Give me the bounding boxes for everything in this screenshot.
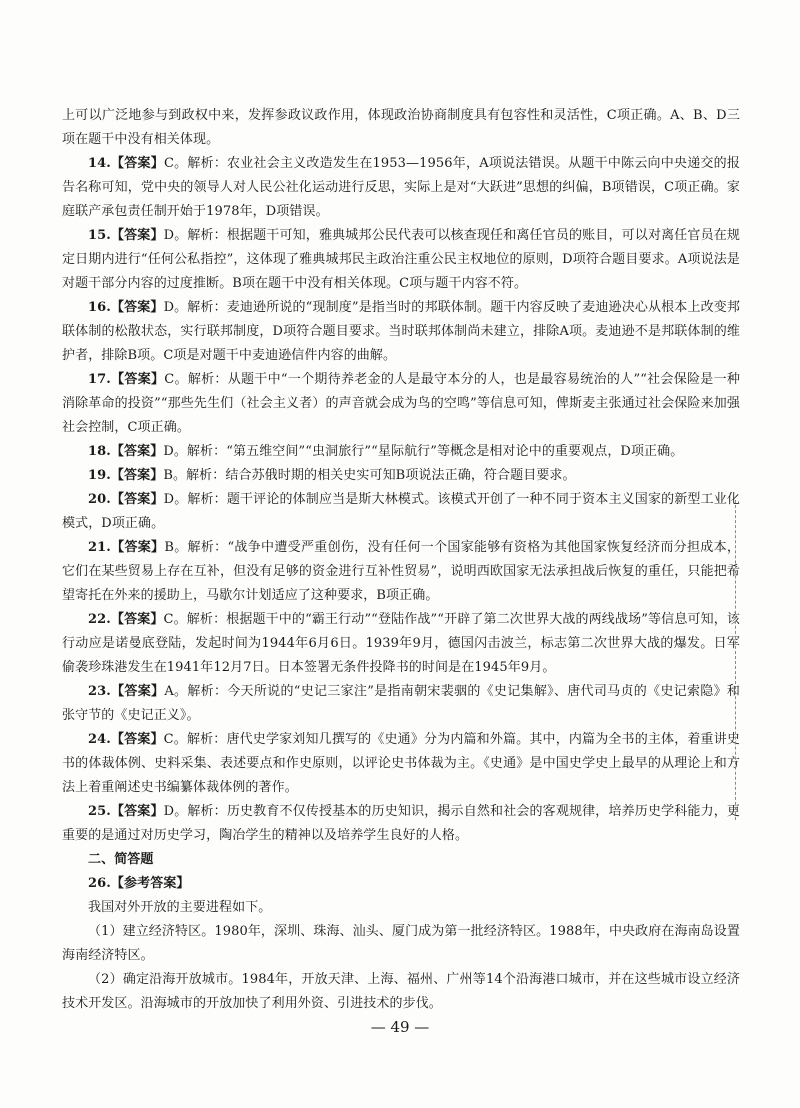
- document-body: [62, 104, 740, 1016]
- answer-tag: 【答案】: [110, 156, 164, 171]
- answer-number: 26.: [88, 876, 111, 891]
- answer-16: [62, 296, 740, 368]
- answer-tag: 【答案】: [110, 684, 165, 699]
- answer-tag: 【答案】: [110, 540, 165, 555]
- answer-text: B。解析：结合苏俄时期的相关史实可知B项说法正确，符合题目要求。: [163, 468, 576, 483]
- answer-26-item-1: （1）建立经济特区。1980年，深圳、珠海、汕头、厦门成为第一批经济特区。1988年，中央政府在海南岛设置海南经济特区。: [62, 924, 740, 963]
- answer-number: 23.: [88, 684, 111, 699]
- answer-number: 25.: [88, 804, 111, 819]
- paragraph-continuation: 上可以广泛地参与到政权中来，发挥参政议政作用，体现政治协商制度具有包容性和灵活性，C项正确。A、B、D三项在题干中没有相关体现。: [62, 108, 740, 147]
- answer-text: C。解析：根据题干中的“霸王行动”“登陆作战”“开辟了第二次世界大战的两线战场”等信息可知，该行动应是诺曼底登陆，发起时间为1944年6月6日。1939年9月，德国闪击波兰，标志第二次世界大战的爆发。日军偷袭珍珠港发生在1941年12月7日。日本签署无条件投降书的时间是在1945年9月。: [62, 612, 740, 675]
- answer-number: 17.: [88, 372, 111, 387]
- answer-text: D。解析：根据题干可知，雅典城邦公民代表可以核查现任和离任官员的账目，可以对离任官员在规定日期内进行“任何公私指控”，这体现了雅典城邦民主政治注重公民主权地位的原则，D项符合题目要求。A项说法是对题干部分内容的过度推断。B项在题干中没有相关体现。C项与题干内容不符。: [62, 228, 740, 291]
- answer-tag: 【答案】: [110, 300, 164, 315]
- answer-tag: 【答案】: [110, 468, 164, 483]
- answer-26-header: [62, 872, 740, 896]
- answer-15: [62, 224, 740, 296]
- answer-19: [62, 464, 740, 488]
- answer-text: B。解析：“战争中遭受严重创伤，没有任何一个国家能够有资格为其他国家恢复经济而分担成本，它们在某些贸易上存在互补，但没有足够的资金进行互补性贸易”，说明西欧国家无法承担战后恢复的重任，只能把希望寄托在外来的援助上，马歇尔计划适应了这种要求，B项正确。: [62, 540, 740, 603]
- answer-number: 15.: [88, 228, 111, 243]
- answer-number: 18.: [88, 444, 111, 459]
- answer-text: C。解析：唐代史学家刘知几撰写的《史通》分为内篇和外篇。其中，内篇为全书的主体，着重讲史书的体裁体例、史料采集、表述要点和作史原则，以评论史书体裁为主。《史通》是中国史学史上最早的从理论上和方法上着重阐述史书编纂体裁体例的著作。: [62, 732, 740, 795]
- answer-26-item-2: （2）确定沿海开放城市。1984年，开放天津、上海、福州、广州等14个沿海港口城市，并在这些城市设立经济技术开发区。沿海城市的开放加快了利用外资、引进技术的步伐。: [62, 972, 740, 1011]
- answer-text: D。解析：历史教育不仅传授基本的历史知识，揭示自然和社会的客观规律，培养历史学科能力，更重要的是通过对历史学习，陶冶学生的精神以及培养学生良好的人格。: [62, 804, 740, 843]
- answer-tag: 【答案】: [110, 372, 165, 387]
- answer-number: 21.: [88, 540, 111, 555]
- binding-margin-rule: [735, 500, 736, 820]
- answer-24: [62, 728, 740, 800]
- section-heading: 二、简答题: [88, 852, 154, 867]
- answer-23: [62, 680, 740, 728]
- answer-tag: 【答案】: [110, 444, 164, 459]
- answer-21: [62, 536, 740, 608]
- answer-tag: 【答案】: [110, 804, 164, 819]
- answer-number: 19.: [88, 468, 111, 483]
- answer-tag: 【答案】: [110, 612, 164, 627]
- answer-number: 16.: [88, 300, 111, 315]
- answer-26-intro: 我国对外开放的主要进程如下。: [88, 900, 272, 915]
- answer-22: [62, 608, 740, 680]
- answer-17: [62, 368, 740, 440]
- answer-text: D。解析：题干评论的体制应当是斯大林模式。该模式开创了一种不同于资本主义国家的新型工业化模式，D项正确。: [62, 492, 740, 531]
- answer-tag: 【答案】: [110, 732, 164, 747]
- answer-number: 20.: [88, 492, 111, 507]
- answer-tag: 【答案】: [110, 228, 164, 243]
- answer-18: [62, 440, 740, 464]
- answer-14: [62, 152, 740, 224]
- answer-20: [62, 488, 740, 536]
- answer-25: [62, 800, 740, 848]
- answer-text: D。解析：麦迪逊所说的“现制度”是指当时的邦联体制。题干内容反映了麦迪逊决心从根本上改变邦联体制的松散状态，实行联邦制度，D项符合题目要求。当时联邦体制尚未建立，排除A项。麦迪逊不是邦联体制的维护者，排除B项。C项是对题干中麦迪逊信件内容的曲解。: [62, 300, 740, 363]
- answer-text: D。解析：“第五维空间”“虫洞旅行”“星际航行”等概念是相对论中的重要观点，D项正确。: [163, 444, 684, 459]
- answer-number: 24.: [88, 732, 111, 747]
- answer-tag: 【答案】: [110, 492, 164, 507]
- answer-text: C。解析：农业社会主义改造发生在1953—1956年，A项说法错误。从题干中陈云向中央递交的报告名称可知，党中央的领导人对人民公社化运动进行反思，实际上是对“大跃进”思想的纠偏，B项错误，C项正确。家庭联产承包责任制开始于1978年，D项错误。: [62, 156, 741, 219]
- answer-tag: 【参考答案】: [110, 876, 190, 891]
- answer-number: 14.: [88, 156, 111, 171]
- answer-number: 22.: [88, 612, 111, 627]
- answer-text: C。解析：从题干中“一个期待养老金的人是最守本分的人，也是最容易统治的人”“社会保险是一种消除革命的投资”“那些先生们（社会主义者）的声音就会成为鸟的空鸣”等信息可知，俾斯麦主张通过社会保险来加强社会控制，C项正确。: [62, 372, 740, 435]
- answer-text: A。解析：今天所说的“史记三家注”是指南朝宋裴骃的《史记集解》、唐代司马贞的《史记索隐》和张守节的《史记正义》。: [62, 684, 740, 723]
- page-number: — 49 —: [370, 1018, 430, 1036]
